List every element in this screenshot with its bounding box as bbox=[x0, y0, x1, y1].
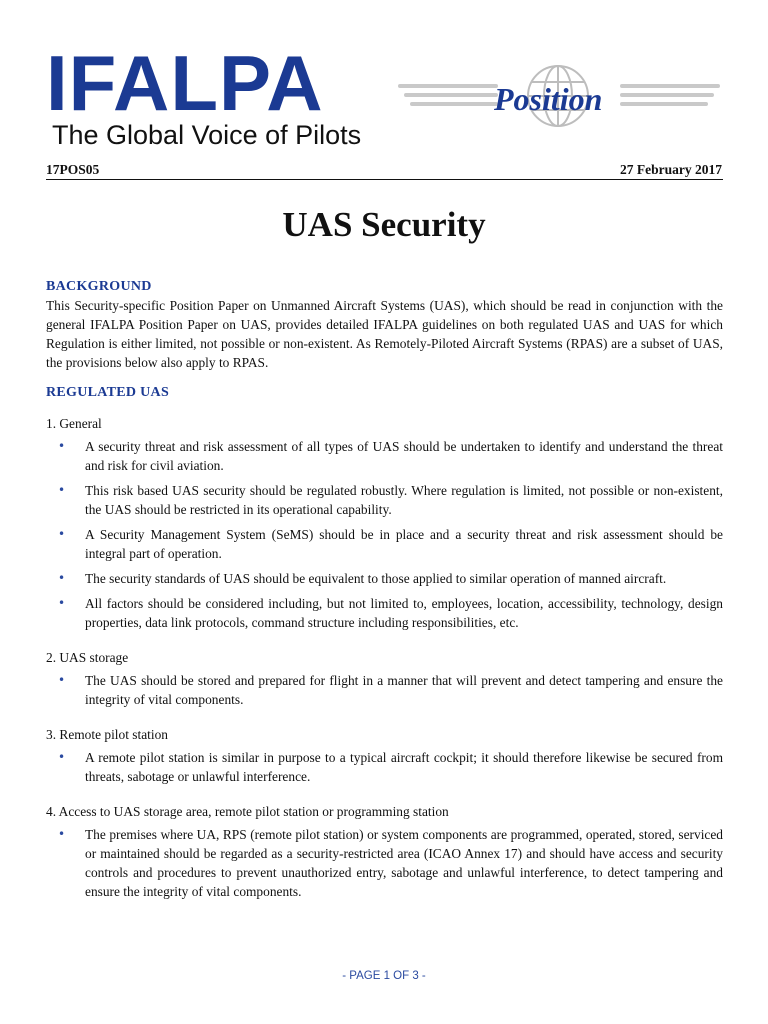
list-item bbox=[46, 481, 723, 519]
bullet-icon: • bbox=[58, 596, 66, 610]
list-item bbox=[46, 671, 723, 709]
bullet-icon: • bbox=[58, 827, 66, 841]
bullet-list bbox=[46, 437, 723, 632]
list-item-text: All factors should be considered including, but not limited to, employees, location, accessibility, technology, design properties, data link protocols, command structure including responsibilities, etc. bbox=[85, 596, 723, 630]
page-title: UAS Security bbox=[282, 205, 486, 244]
list-item-text: The security standards of UAS should be equivalent to those applied to similar operation of manned aircraft. bbox=[85, 571, 667, 586]
subsection-title: 2. UAS storage bbox=[46, 650, 129, 665]
section-heading-background: BACKGROUND bbox=[46, 279, 152, 294]
page-number: - PAGE 1 OF 3 - bbox=[342, 970, 426, 982]
list-item-text: The premises where UA, RPS (remote pilot station) or system components are programmed, operated, stored, serviced or maintained should be regarded as a security-restricted area (ICAO Annex 17) and should have access and security controls and procedures to prevent unauthorized entry, sabotage and unlawful interference, to detect tampering and ensure the integrity of vital components. bbox=[85, 827, 723, 899]
document-date: 27 February 2017 bbox=[620, 162, 722, 177]
list-item bbox=[46, 825, 723, 901]
ifalpa-logo bbox=[46, 39, 380, 152]
header-divider bbox=[46, 179, 723, 180]
document-body bbox=[46, 278, 723, 907]
list-item bbox=[46, 594, 723, 632]
logo-wordmark: IFALPA bbox=[46, 39, 324, 127]
bullet-list bbox=[46, 825, 723, 901]
list-item bbox=[46, 437, 723, 475]
subsection-title: 3. Remote pilot station bbox=[46, 727, 168, 742]
bullet-icon: • bbox=[58, 673, 66, 687]
list-item-text: This risk based UAS security should be regulated robustly. Where regulation is limited, not possible or non-existent, the UAS should be restricted in its operational capability. bbox=[85, 483, 723, 517]
document-reference: 17POS05 bbox=[46, 162, 100, 177]
bullet-icon: • bbox=[58, 571, 66, 585]
logo-tagline: The Global Voice of Pilots bbox=[52, 120, 362, 150]
bullet-list bbox=[46, 671, 723, 709]
list-item-text: A Security Management System (SeMS) should be in place and a security threat and risk assessment should be integral part of operation. bbox=[85, 527, 723, 561]
bullet-icon: • bbox=[58, 527, 66, 541]
list-item bbox=[46, 525, 723, 563]
list-item-text: A security threat and risk assessment of all types of UAS should be undertaken to identify and understand the threat and risk for civil aviation. bbox=[85, 439, 723, 473]
section-heading-regulated-uas: REGULATED UAS bbox=[46, 385, 170, 400]
list-item bbox=[46, 748, 723, 786]
subsection-title: 4. Access to UAS storage area, remote pilot station or programming station bbox=[46, 804, 449, 819]
list-item-text: A remote pilot station is similar in purpose to a typical aircraft cockpit; it should therefore likewise be secured from threats, sabotage or unlawful interference. bbox=[85, 750, 723, 784]
list-item-text: The UAS should be stored and prepared for flight in a manner that will prevent and detect tampering and ensure the integrity of vital components. bbox=[85, 673, 723, 707]
subsection-title: 1. General bbox=[46, 416, 102, 431]
position-banner bbox=[398, 62, 720, 136]
background-paragraph: This Security-specific Position Paper on Unmanned Aircraft Systems (UAS), which should be read in conjunction with the general IFALPA Position Paper on UAS, provides detailed IFALPA guidelines on both regulated UAS and UAS for which Regulation is either limited, not possible or non-existent. As Remotely-Piloted Aircraft Systems (RPAS) are a subset of UAS, the provisions below also apply to RPAS. bbox=[46, 298, 723, 370]
bullet-icon: • bbox=[58, 483, 66, 497]
bullet-list bbox=[46, 748, 723, 786]
bullet-icon: • bbox=[58, 439, 66, 453]
banner-word: Position bbox=[494, 81, 603, 117]
list-item bbox=[46, 569, 723, 588]
bullet-icon: • bbox=[58, 750, 66, 764]
